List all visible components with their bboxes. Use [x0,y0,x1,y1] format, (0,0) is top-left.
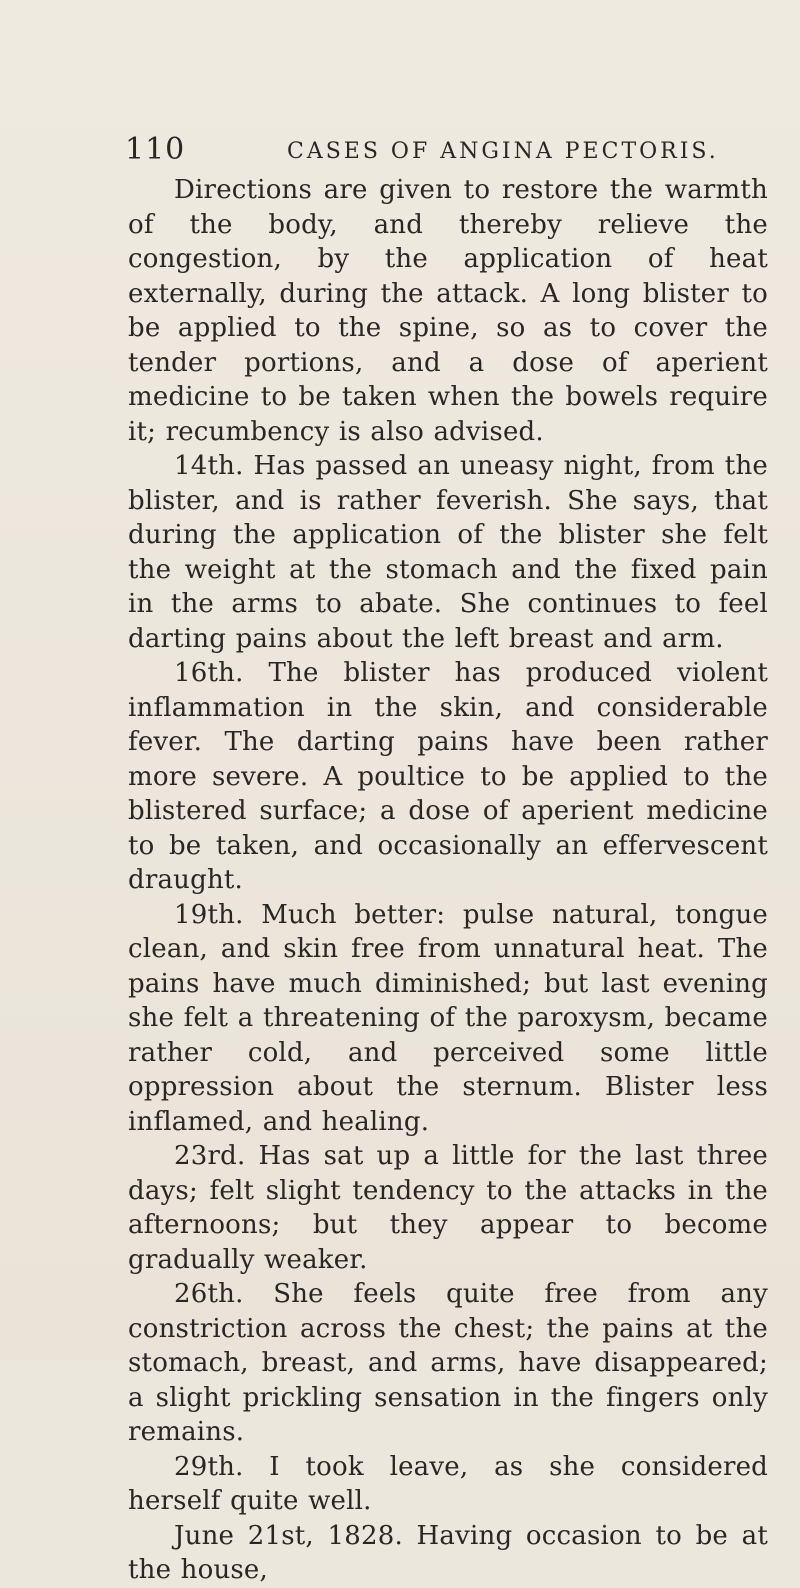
running-title: CASES OF ANGINA PECTORIS. [287,139,719,164]
body-text [128,173,768,1588]
paragraph-june-21st: June 21st, 1828. Having occasion to be at the house, [128,1520,768,1585]
running-head [125,130,775,170]
paragraph-29th: 29th. I took leave, as she considered herself quite well. [128,1451,768,1516]
paragraph-14th: 14th. Has passed an uneasy night, from the blister, and is rather feverish. She says, that during the application of the blister she felt the weight at the stomach and the fixed pain in the arms to abate. She continues to feel darting pains about the left breast and arm. [128,451,768,654]
paragraph-directions: Directions are given to restore the warmth of the body, and thereby relieve the congestion, by the application of heat externally, during the attack. A long blister to be applied to the spine, so as to cover the tender portions, and a dose of aperient medicine to be taken when the bowels require it; recumbency is also advised. [128,175,768,447]
paragraph-26th: 26th. She feels quite free from any constriction across the chest; the pains at the stomach, breast, and arms, have disappeared; a slight prickling sensation in the fingers only remains. [128,1279,768,1447]
paragraph-23rd: 23rd. Has sat up a little for the last three days; felt slight tendency to the attacks in the afternoons; but they appear to become gradually weaker. [128,1141,768,1275]
paragraph-16th: 16th. The blister has produced violent inflammation in the skin, and considerable fever. The darting pains have been rather more severe. A poultice to be applied to the blistered surface; a dose of aperient medicine to be taken, and occasionally an effervescent draught. [128,658,768,895]
page-number: 110 [125,132,186,167]
paragraph-19th: 19th. Much better: pulse natural, tongue clean, and skin free from unnatural heat. The pains have much diminished; but last evening she felt a threatening of the paroxysm, became rather cold, and perceived some little oppression about the sternum. Blister less inflamed, and healing. [128,899,768,1137]
